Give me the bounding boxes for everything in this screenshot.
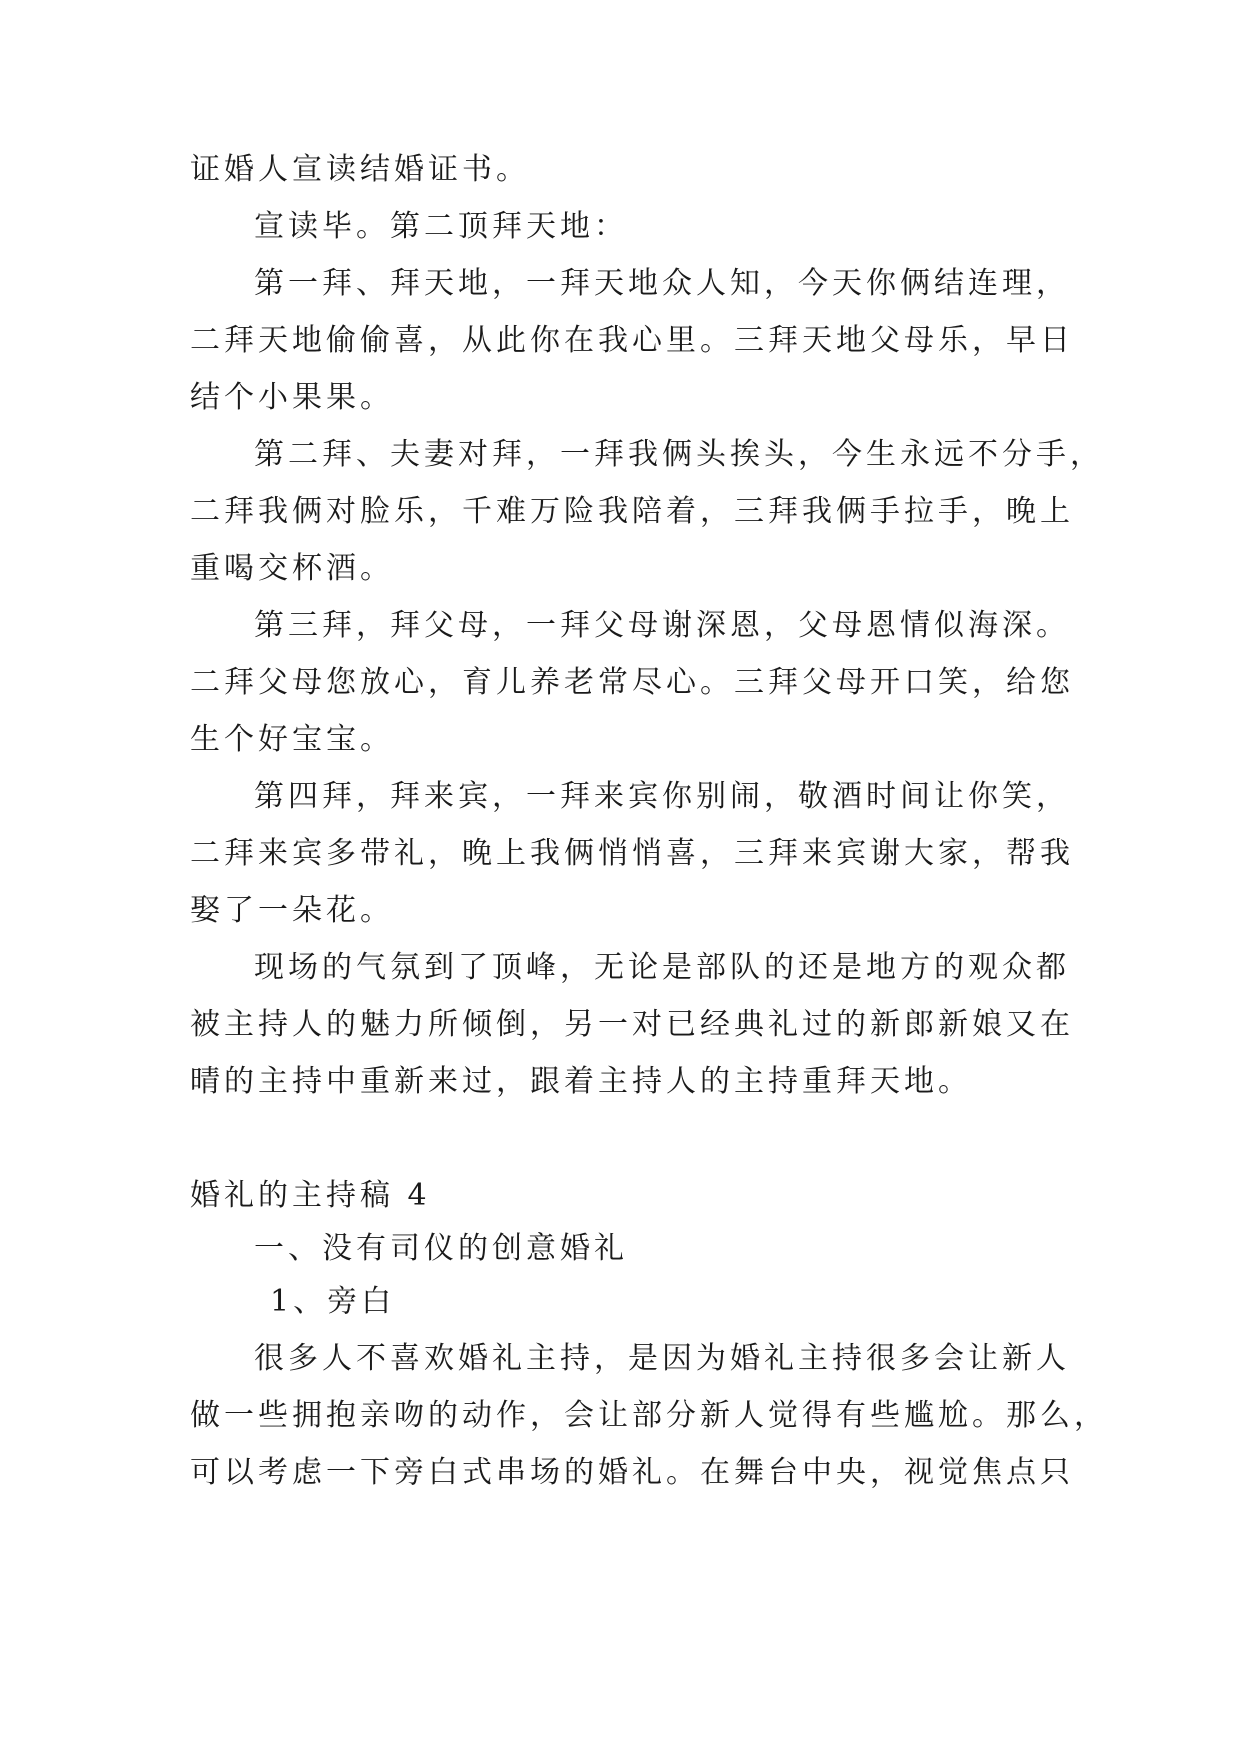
subsection-heading: 一、没有司仪的创意婚礼 [254,1231,628,1266]
paragraph-line: 娶了一朵花。 [190,893,394,928]
paragraph-line: 很多人不喜欢婚礼主持，是因为婚礼主持很多会让新人 [254,1341,1070,1376]
paragraph-line: 晴的主持中重新来过，跟着主持人的主持重拜天地。 [190,1064,972,1099]
paragraph-line: 二拜父母您放心，育儿养老常尽心。三拜父母开口笑，给您 [190,665,1074,700]
paragraph-line: 现场的气氛到了顶峰，无论是部队的还是地方的观众都 [254,950,1070,985]
paragraph-line: 宣读毕。第二顶拜天地： [254,209,628,244]
subsection-heading: 1、旁白 [270,1284,396,1319]
paragraph-line: 第二拜、夫妻对拜，一拜我俩头挨头，今生永远不分手， [254,437,1104,472]
paragraph-line: 做一些拥抱亲吻的动作，会让部分新人觉得有些尴尬。那么， [190,1398,1108,1433]
paragraph-line: 被主持人的魅力所倾倒，另一对已经典礼过的新郎新娘又在 [190,1007,1074,1042]
section-heading: 婚礼的主持稿 4 [190,1178,431,1213]
paragraph-line: 生个好宝宝。 [190,722,394,757]
paragraph-line: 第四拜，拜来宾，一拜来宾你别闹，敬酒时间让你笑， [254,779,1070,814]
paragraph-line: 结个小果果。 [190,380,394,415]
paragraph-line: 重喝交杯酒。 [190,551,394,586]
paragraph-line: 第三拜，拜父母，一拜父母谢深恩，父母恩情似海深。 [254,608,1070,643]
paragraph-line: 二拜来宾多带礼，晚上我俩悄悄喜，三拜来宾谢大家，帮我 [190,836,1074,871]
paragraph-line: 可以考虑一下旁白式串场的婚礼。在舞台中央，视觉焦点只 [190,1455,1074,1490]
paragraph-line: 二拜我俩对脸乐，千难万险我陪着，三拜我俩手拉手，晚上 [190,494,1074,529]
paragraph-line: 二拜天地偷偷喜，从此你在我心里。三拜天地父母乐，早日 [190,323,1074,358]
paragraph-line: 证婚人宣读结婚证书。 [190,152,530,187]
paragraph-line: 第一拜、拜天地，一拜天地众人知，今天你俩结连理， [254,266,1070,301]
